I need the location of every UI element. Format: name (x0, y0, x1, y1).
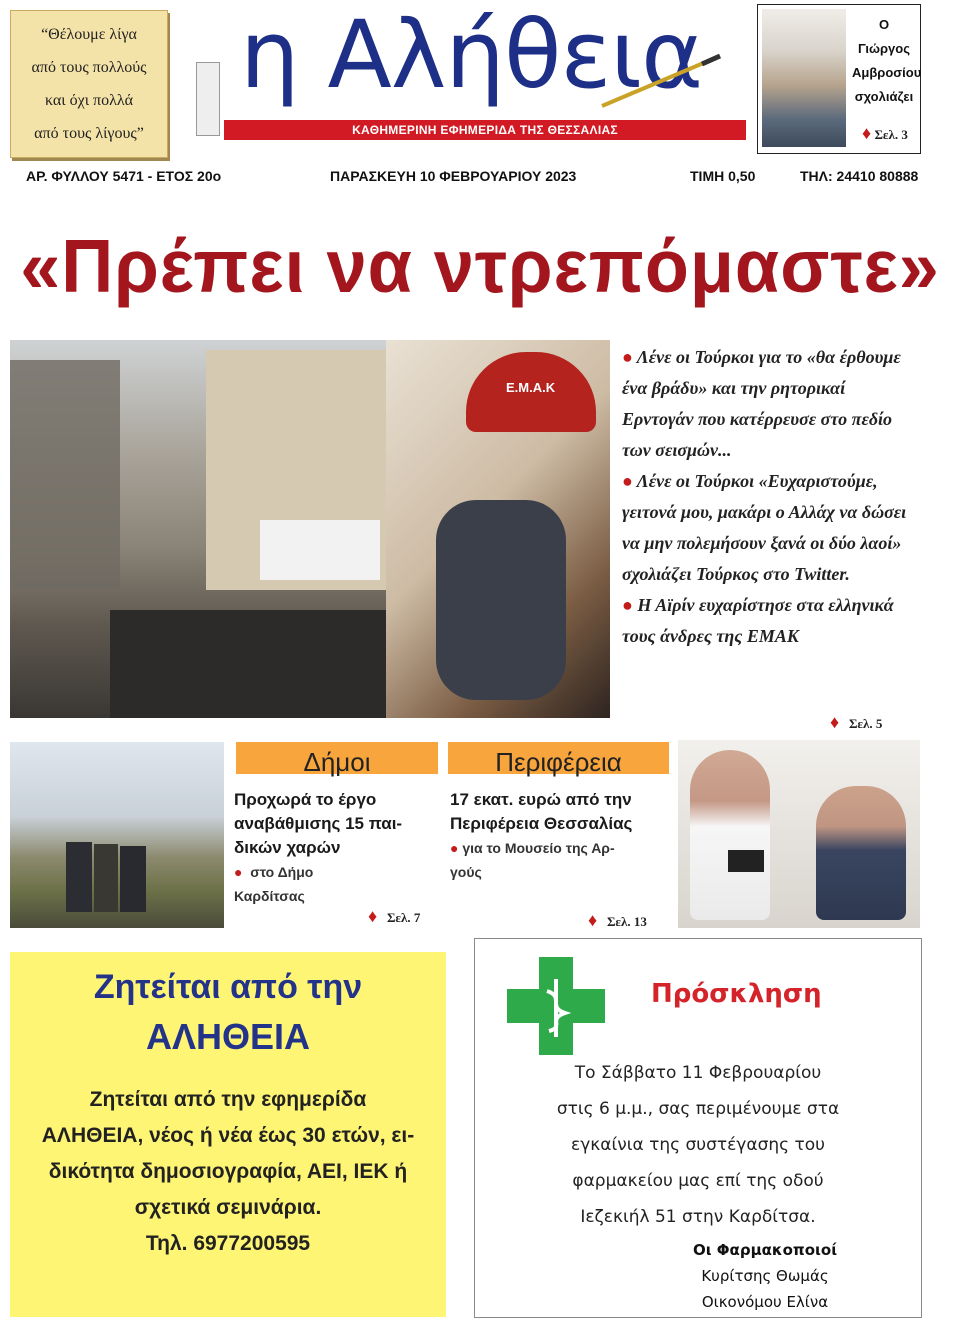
signature-title: Οι Φαρμακοποιοί (692, 1241, 838, 1259)
bullet-icon: ● (622, 595, 633, 615)
section-tab-dimoi[interactable]: Δήμοι (236, 742, 438, 774)
publisher-badge (196, 62, 220, 136)
masthead-tagline: ΚΑΘΗΜΕΡΙΝΗ ΕΦΗΜΕΡΙΔΑ ΤΗΣ ΘΕΣΣΑΛΙΑΣ (224, 120, 746, 140)
section-tab-perifereia[interactable]: Περιφέρεια (448, 742, 669, 774)
invitation-line: εγκαίνια της συστέγασης του (571, 1135, 825, 1155)
job-ad-line: δικότητα δημοσιογραφία, ΑΕΙ, ΙΕΚ ή (48, 1160, 408, 1183)
quote-line: “Θέλουμε λίγα (41, 26, 137, 43)
story-bullet: ● Λένε οι Τούρκοι για το «θα έρθουμε ένα βράδυ» και την ρητορικαί Ερντογάν που κατέρρευσε στο πεδίο των σεισμών... (622, 347, 901, 460)
bullet-icon: ● (622, 471, 633, 491)
quote-note (10, 10, 168, 158)
signature-name: Οικονόμου Ελίνα (701, 1293, 829, 1311)
diamond-icon: ♦ (588, 910, 598, 930)
helmet-label: Ε.Μ.Α.Κ (506, 380, 556, 395)
issue-price: ΤΙΜΗ 0,50 (690, 168, 756, 184)
perifereia-subtext: ● για το Μουσείο της Αρ- γούς (450, 840, 615, 880)
bullet-icon: ● (450, 840, 459, 856)
job-ad-line: σχετικά σεμινάρια. (134, 1196, 322, 1219)
columnist-line: σχολιάζει (854, 89, 914, 104)
playground-photo[interactable] (10, 742, 224, 928)
earthquake-rubble-photo[interactable] (10, 340, 386, 718)
story-bullet: ● Η Αϊρίν ευχαρίστησε στα ελληνικά τους άνδρες της ΕΜΑΚ (622, 595, 894, 646)
newspaper-logo: η Αλήθεια (240, 1, 703, 110)
issue-number: ΑΡ. ΦΥΛΛΟΥ 5471 - ΕΤΟΣ 20ο (26, 168, 222, 184)
issue-phone: ΤΗΛ: 24410 80888 (800, 168, 919, 184)
pen-icon (598, 50, 728, 110)
perifereia-page-ref[interactable]: ♦ Σελ. 13 (588, 910, 647, 930)
main-headline[interactable]: «Πρέπει να ντρεπόμαστε» (20, 225, 940, 309)
issue-date: ΠΑΡΑΣΚΕΥΗ 10 ΦΕΒΡΟΥΑΡΙΟΥ 2023 (330, 168, 577, 184)
press-conference-photo[interactable] (678, 740, 920, 928)
columnist-line: Ο Γιώργος (858, 17, 910, 56)
perifereia-headline[interactable]: 17 εκατ. ευρώ από την Περιφέρεια Θεσσαλίας (450, 790, 633, 833)
dimoi-page-ref[interactable]: ♦ Σελ. 7 (368, 906, 421, 926)
story-bullet: ● Λένε οι Τούρκοι «Ευχαριστούμε, γειτονά μου, μακάρι ο Αλλάχ να δώσει να μην πολεμήσουν ξανά οι δύο λαοί» σχολιάζει Τούρκος στο Twitter. (622, 471, 907, 584)
job-ad[interactable] (10, 952, 446, 1317)
columnist-box[interactable] (757, 4, 921, 154)
bullet-icon: ● (234, 864, 243, 880)
job-ad-title: Ζητείται από την (93, 968, 363, 1006)
diamond-icon: ♦ (830, 712, 840, 732)
columnist-photo (762, 9, 846, 147)
invitation-line: Ιεζεκιήλ 51 στην Καρδίτσα. (580, 1207, 816, 1227)
invitation-line: Το Σάββατο 11 Φεβρουαρίου (574, 1063, 822, 1083)
quote-line: από τους λίγους” (34, 125, 144, 142)
job-ad-line: ΑΛΗΘΕΙΑ, νέος ή νέα έως 30 ετών, ει- (41, 1124, 415, 1147)
signature-name: Κυρίτσης Θωμάς (701, 1267, 829, 1285)
main-story-page-ref[interactable]: ♦ Σελ. 5 (830, 712, 883, 732)
dimoi-subtext: ● στο Δήμο Καρδίτσας (234, 864, 314, 904)
quote-line: από τους πολλούς (31, 59, 147, 76)
diamond-icon: ♦ (862, 123, 872, 143)
invitation-line: φαρμακείου μας επί της οδού (572, 1171, 824, 1191)
main-story-text (622, 342, 918, 652)
invitation-title: Πρόσκληση (651, 979, 822, 1009)
job-ad-line: Ζητείται από την εφημερίδα (89, 1088, 367, 1111)
quote-line: και όχι πολλά (45, 92, 133, 109)
pharmacy-ad[interactable] (474, 938, 922, 1318)
columnist-page-ref: ♦ Σελ. 3 (862, 123, 908, 143)
rescuer-with-child-photo[interactable] (386, 340, 610, 718)
columnist-line: Αμβροσίου (852, 65, 922, 80)
job-ad-phone[interactable]: Τηλ. 6977200595 (145, 1232, 311, 1255)
invitation-line: στις 6 μ.μ., σας περιμένουμε στα (556, 1099, 840, 1119)
bullet-icon: ● (622, 347, 633, 367)
dimoi-headline[interactable]: Προχωρά το έργο αναβάθμισης 15 παι- δικών χαρών (234, 790, 403, 857)
job-ad-title: ΑΛΗΘΕΙΑ (145, 1016, 311, 1057)
diamond-icon: ♦ (368, 906, 378, 926)
pharmacy-cross-icon (507, 957, 605, 1055)
